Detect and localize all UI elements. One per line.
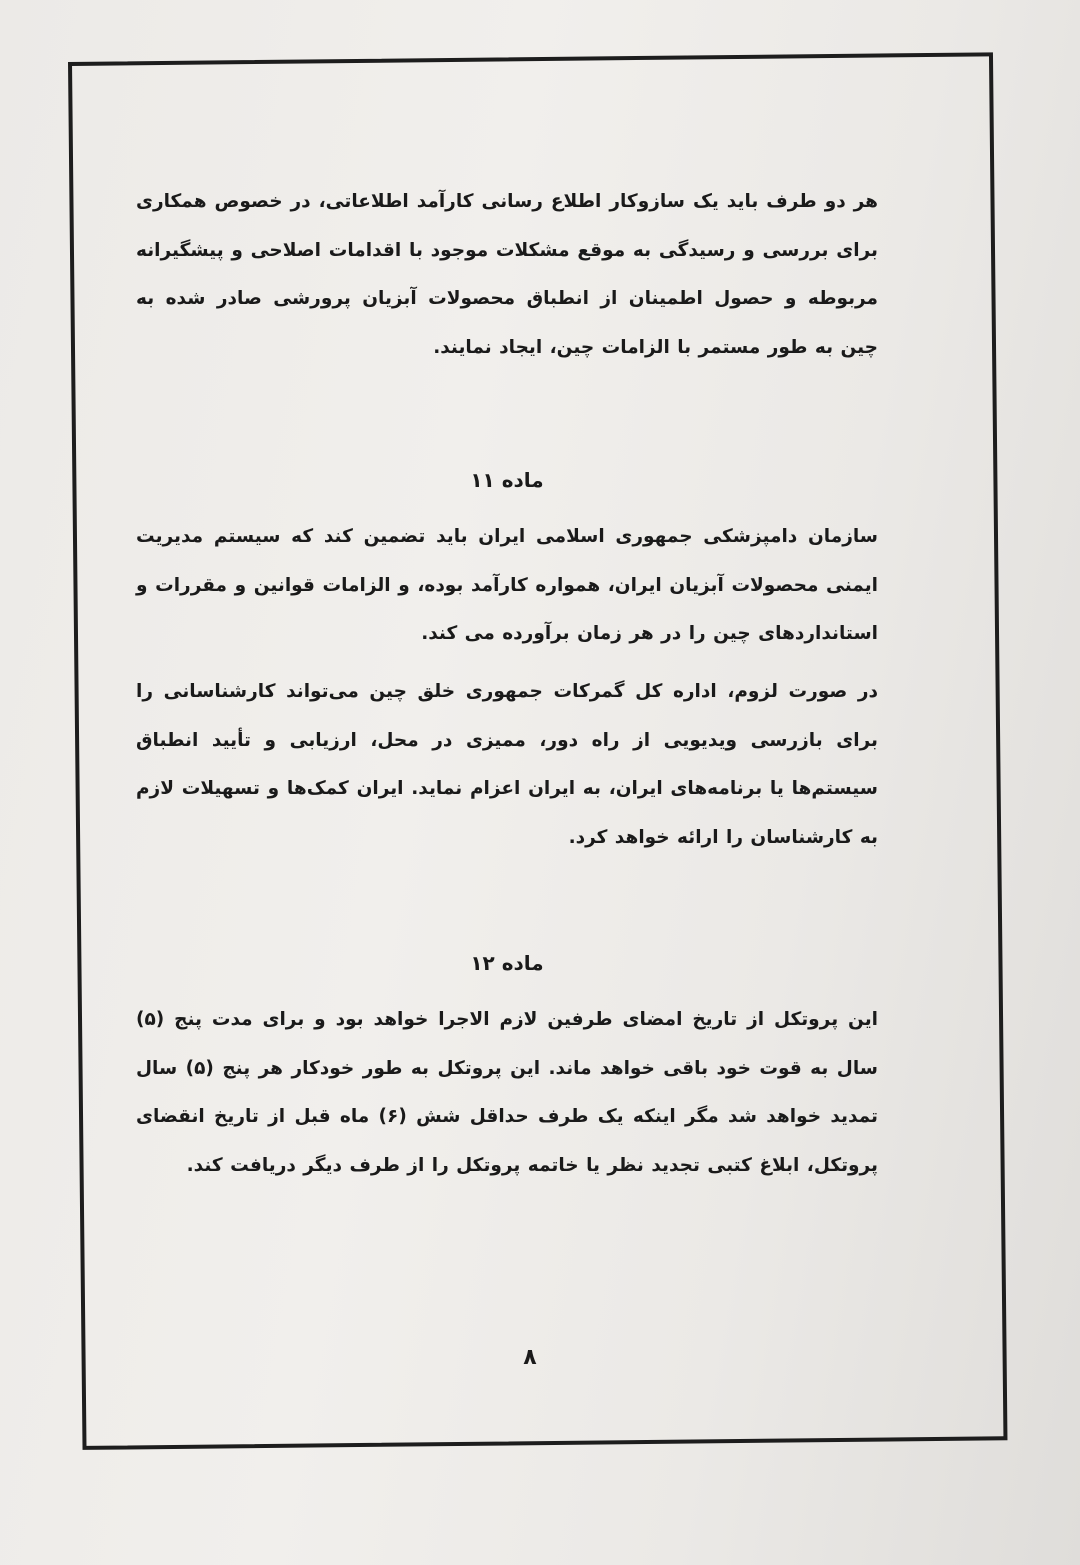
- article-11-paragraph-1: سازمان دامپزشکی جمهوری اسلامی ایران باید تضمین کند که سیستم مدیریت ایمنی محصولات آبزیان ایران، همواره کارآمد بوده، و الزامات قوانین و مقررات و استانداردهای چین را در هر زمان برآورده می کند.: [136, 526, 878, 644]
- page-number: ۸: [523, 1345, 537, 1370]
- article-12-paragraph-1: این پروتکل از تاریخ امضای طرفین لازم الاجرا خواهد بود و برای مدت پنج (۵) سال به قوت خود باقی خواهد ماند. این پروتکل به طور خودکار هر پنج (۵) سال تمدید خواهد شد مگر اینکه یک طرف حداقل شش (۶) ماه قبل از تاریخ انقضای پروتکل، ابلاغ کتبی تجدید نظر یا خاتمه پروتکل را از طرف دیگر دریافت کند.: [136, 1009, 878, 1176]
- article-12-heading: ماده ۱۲: [470, 951, 544, 975]
- article-11-paragraph-2: در صورت لزوم، اداره کل گمرکات جمهوری خلق چین می‌تواند کارشناسانی را برای بازرسی ویدیویی از راه دور، ممیزی در محل، ارزیابی و تأیید انطباق سیستم‌ها یا برنامه‌های ایران، به ایران اعزام نماید. ایران کمک‌ها و تسهیلات لازم به کارشناسان را ارائه خواهد کرد.: [136, 681, 878, 848]
- article-11-heading: ماده ۱۱: [470, 468, 544, 492]
- opening-paragraph: هر دو طرف باید یک سازوکار اطلاع رسانی کارآمد اطلاعاتی، در خصوص همکاری برای بررسی و رسیدگی به موقع مشکلات موجود با اقدامات اصلاحی و پیشگیرانه مربوطه و حصول اطمینان از انطباق محصولات آبزیان پرورشی صادر شده به چین به طور مستمر با الزامات چین، ایجاد نمایند.: [136, 191, 878, 358]
